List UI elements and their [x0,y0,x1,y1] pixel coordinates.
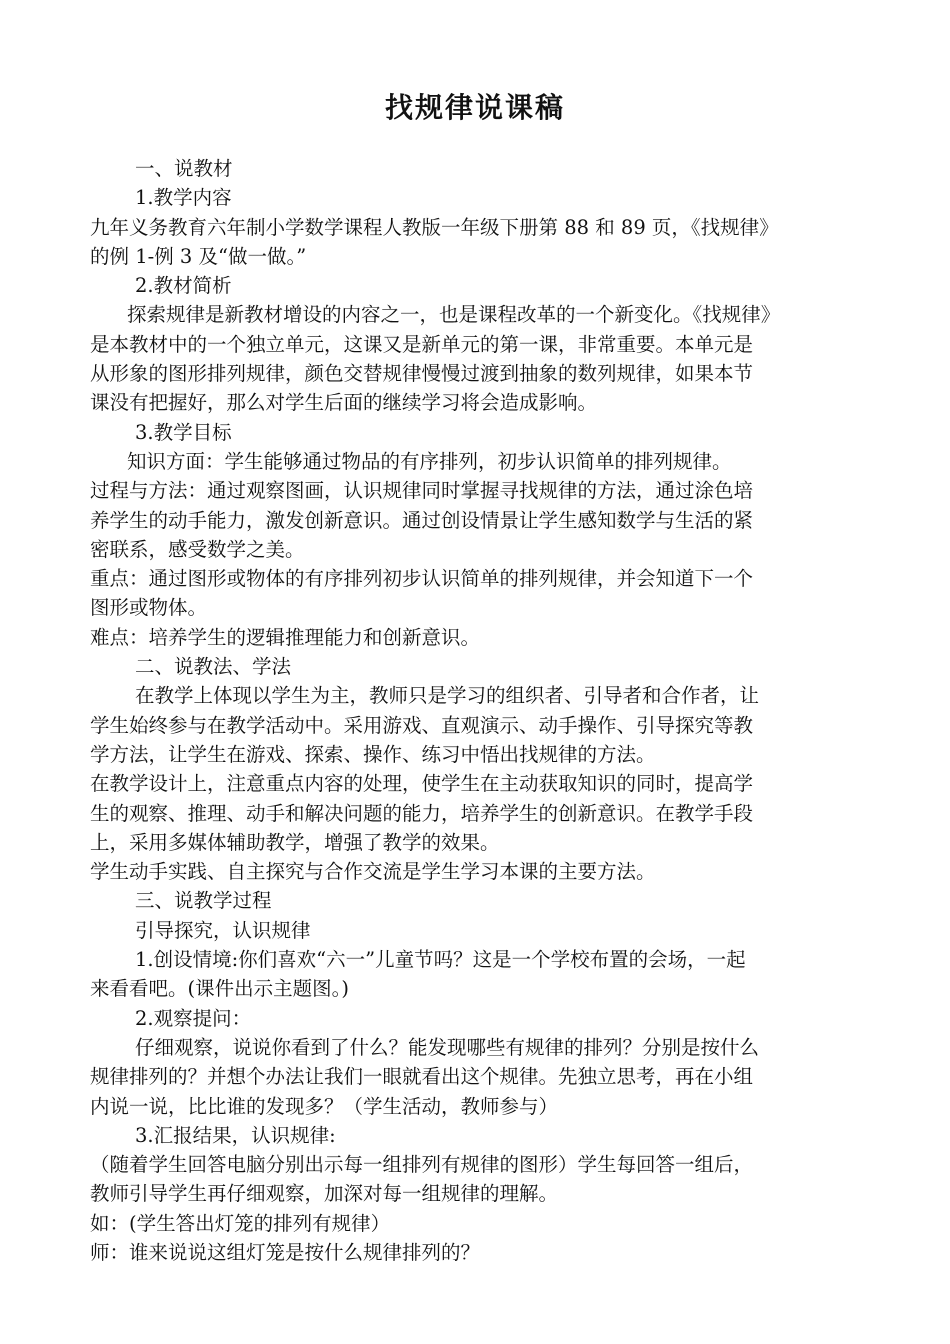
text-line: 二、说教法、学法 [135,655,292,679]
text-line: （随着学生回答电脑分别出示每一组排列有规律的图形）学生每回答一组后， [90,1153,754,1177]
text-line: 教师引导学生再仔细观察，加深对每一组规律的理解。 [90,1182,559,1206]
text-line: 探索规律是新教材增设的内容之一，也是课程改革的一个新变化。《找规律》 [127,303,781,327]
text-line: 来看看吧。(课件出示主题图。) [90,977,349,1001]
document-body [90,154,862,1267]
text-line: 的例 1-例 3 及“做一做。” [90,244,307,268]
text-line: 知识方面：学生能够通过物品的有序排列，初步认识简单的排列规律。 [127,449,732,473]
text-line: 3.教学目标 [135,420,232,444]
text-line: 师：谁来说说这组灯笼是按什么规律排列的？ [90,1240,481,1264]
text-line: 过程与方法：通过观察图画，认识规律同时掌握寻找规律的方法，通过涂色培 [90,479,754,503]
text-line: 从形象的图形排列规律，颜色交替规律慢慢过渡到抽象的数列规律，如果本节 [90,362,754,386]
text-line: 仔细观察，说说你看到了什么？能发现哪些有规律的排列？分别是按什么 [135,1035,760,1059]
text-line: 引导探究，认识规律 [135,918,311,942]
text-line: 1.教学内容 [135,186,232,210]
text-line: 2.观察提问： [135,1006,252,1030]
text-line: 在教学上体现以学生为主，教师只是学习的组织者、引导者和合作者，让 [135,684,760,708]
text-line: 2.教材简析 [135,274,232,298]
text-line: 一、说教材 [135,157,233,180]
text-line: 1.创设情境:你们喜欢“六一”儿童节吗？这是一个学校布置的会场，一起 [135,948,746,972]
text-line: 三、说教学过程 [135,889,272,913]
text-line: 规律排列的？并想个办法让我们一眼就看出这个规律。先独立思考，再在小组 [90,1065,754,1089]
text-line: 如：(学生答出灯笼的排列有规律） [90,1211,391,1235]
text-line: 密联系，感受数学之美。 [90,537,305,561]
text-line: 学方法，让学生在游戏、探索、操作、练习中悟出找规律的方法。 [90,742,656,766]
text-line: 重点：通过图形或物体的有序排列初步认识简单的排列规律，并会知道下一个 [90,567,754,591]
text-line: 九年义务教育六年制小学数学课程人教版一年级下册第 88 和 89 页，《找规律》 [90,215,779,239]
text-line: 课没有把握好，那么对学生后面的继续学习将会造成影响。 [90,391,598,415]
text-line: 养学生的动手能力，激发创新意识。通过创设情景让学生感知数学与生活的紧 [90,508,754,532]
text-line: 内说一说，比比谁的发现多？（学生活动，教师参与） [90,1094,559,1118]
page-title: 找规律说课稿 [384,91,565,124]
text-line: 在教学设计上，注意重点内容的处理，使学生在主动获取知识的同时，提高学 [90,772,754,796]
text-line: 学生动手实践、自主探究与合作交流是学生学习本课的主要方法。 [90,860,656,884]
text-line: 上，采用多媒体辅助教学，增强了教学的效果。 [90,830,500,854]
text-line: 难点：培养学生的逻辑推理能力和创新意识。 [90,625,481,649]
text-line: 图形或物体。 [90,596,208,620]
text-line: 生的观察、推理、动手和解决问题的能力，培养学生的创新意识。在教学手段 [90,801,754,825]
text-line: 学生始终参与在教学活动中。采用游戏、直观演示、动手操作、引导探究等教 [90,713,754,737]
text-line: 是本教材中的一个独立单元，这课又是新单元的第一课，非常重要。本单元是 [90,332,754,356]
text-line: 3.汇报结果，认识规律: [135,1123,336,1147]
